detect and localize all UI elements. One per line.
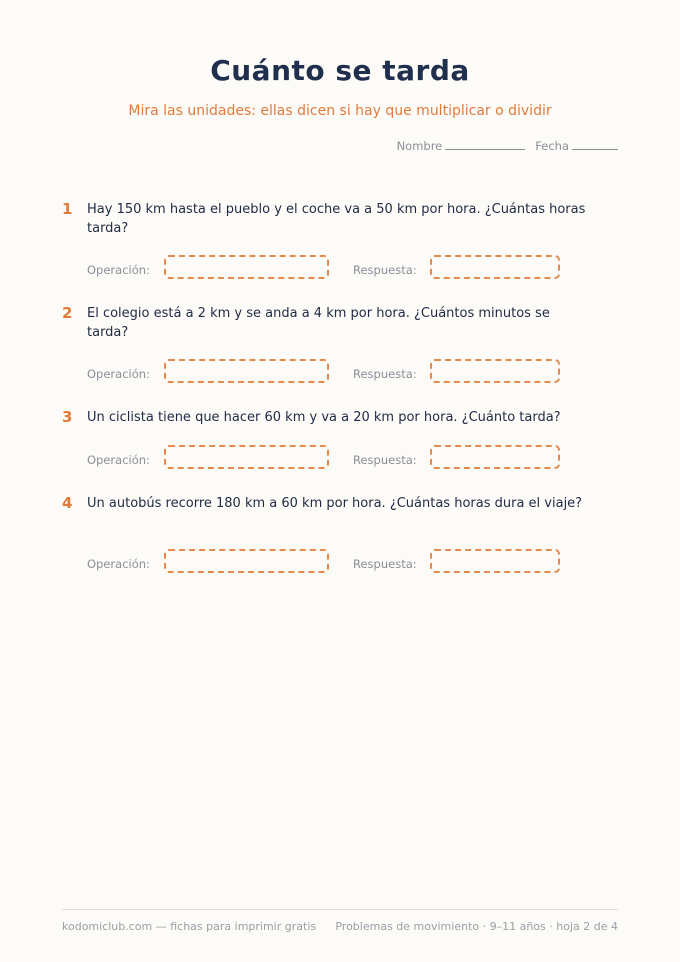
- operation-box[interactable]: [164, 445, 329, 469]
- answer-box[interactable]: [430, 549, 560, 573]
- answer-row: [87, 255, 567, 283]
- date-label: Fecha: [535, 139, 569, 153]
- problem-text: Hay 150 km hasta el pueblo y el coche va a 50 km por hora. ¿Cuántas horas tarda?: [87, 202, 586, 236]
- answer-label: Respuesta:: [353, 367, 417, 381]
- name-line: [445, 139, 525, 150]
- problem-number: 1: [62, 200, 73, 218]
- answer-box[interactable]: [430, 255, 560, 279]
- operation-label: Operación:: [87, 453, 150, 467]
- operation-label: Operación:: [87, 367, 150, 381]
- footer: [62, 920, 618, 933]
- name-field[interactable]: [397, 139, 526, 153]
- problem-number: 3: [62, 408, 73, 426]
- answer-row: [87, 445, 567, 473]
- operation-box[interactable]: [164, 359, 329, 383]
- operation-label: Operación:: [87, 557, 150, 571]
- page-subtitle: Mira las unidades: ellas dicen si hay que multiplicar o dividir: [128, 103, 552, 119]
- footer-divider: [62, 909, 618, 910]
- operation-box[interactable]: [164, 255, 329, 279]
- problem-number: 4: [62, 494, 73, 512]
- footer-site[interactable]: kodomiclub.com — fichas para imprimir gratis: [62, 920, 317, 933]
- footer-sheet-info: Problemas de movimiento · 9–11 años · hoja 2 de 4: [335, 920, 618, 933]
- operation-box[interactable]: [164, 549, 329, 573]
- operation-label: Operación:: [87, 263, 150, 277]
- answer-label: Respuesta:: [353, 453, 417, 467]
- answer-row: [87, 359, 567, 387]
- answer-label: Respuesta:: [353, 263, 417, 277]
- problem-number: 2: [62, 304, 73, 322]
- answer-row: [87, 549, 567, 577]
- name-label: Nombre: [396, 139, 443, 153]
- name-date-fields: [397, 139, 618, 153]
- answer-label: Respuesta:: [353, 557, 417, 571]
- problem-text: Un ciclista tiene que hacer 60 km y va a 20 km por hora. ¿Cuánto tarda?: [87, 410, 561, 425]
- answer-box[interactable]: [430, 445, 560, 469]
- answer-box[interactable]: [430, 359, 560, 383]
- date-field[interactable]: [535, 139, 618, 153]
- page-title: Cuánto se tarda: [210, 54, 470, 87]
- problem-text: Un autobús recorre 180 km a 60 km por hora. ¿Cuántas horas dura el viaje?: [87, 496, 583, 511]
- date-line: [572, 139, 618, 150]
- problem-text: El colegio está a 2 km y se anda a 4 km por hora. ¿Cuántos minutos se tarda?: [87, 306, 550, 340]
